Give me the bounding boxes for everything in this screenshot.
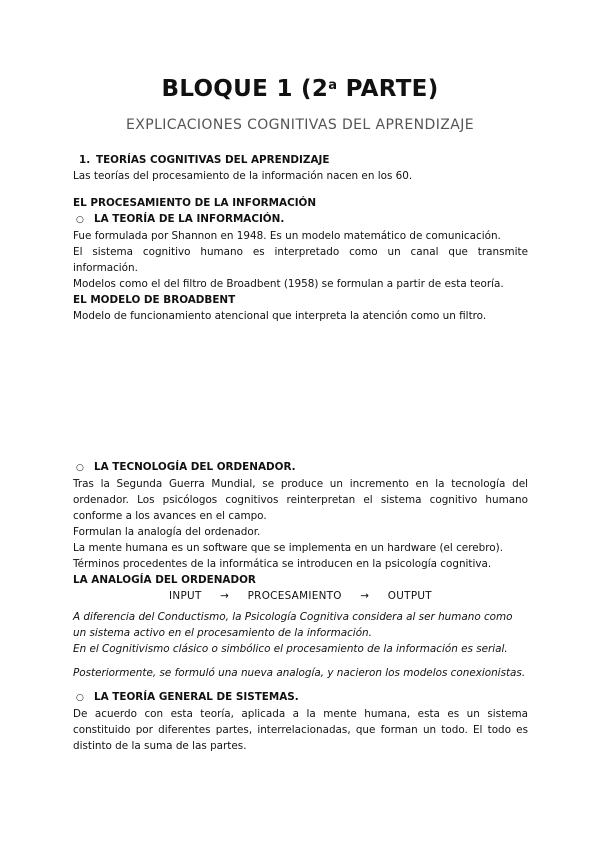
section4-sub-text: LA TEORÍA GENERAL DE SISTEMAS. — [94, 691, 299, 703]
section3-paragraph-4: Términos procedentes de la informática se introducen en la psicología cognitiva. — [73, 558, 492, 570]
section2-subheading — [73, 211, 528, 228]
title-main: BLOQUE 1 (2 — [161, 76, 329, 102]
flow-output: OUTPUT — [387, 590, 432, 602]
right-arrow-icon: → — [360, 590, 370, 602]
section2-paragraph-3: Modelos como el del filtro de Broadbent (1958) se formulan a partir de esta teoría. — [73, 278, 504, 290]
section3-subheading — [73, 459, 528, 476]
section2-paragraph-1: Fue formulada por Shannon en 1948. Es un modelo matemático de comunicación. — [73, 230, 501, 242]
section1-heading — [73, 152, 528, 168]
document-body — [73, 152, 528, 754]
italic-note-1: A diferencia del Conductismo, la Psicología Cognitiva considera al ser humano como un sistema activo en el procesamiento de la información. — [73, 611, 513, 639]
section1-number: 1. — [79, 154, 91, 166]
section2-heading: EL PROCESAMIENTO DE LA INFORMACIÓN — [73, 197, 317, 209]
section2-paragraph-2: El sistema cognitivo humano es interpretado como un canal que transmite información. — [73, 246, 528, 274]
section4-paragraph-1: De acuerdo con esta teoría, aplicada a la mente humana, esta es un sistema constituido por diferentes partes, interrelacionadas, que forman un todo. El todo es distinto de la suma de las partes. — [73, 708, 528, 752]
analogy-heading: LA ANALOGÍA DEL ORDENADOR — [73, 574, 256, 586]
page-subtitle: EXPLICACIONES COGNITIVAS DEL APRENDIZAJE — [125, 117, 474, 133]
section3-paragraph-1: Tras la Segunda Guerra Mundial, se produce un incremento en la tecnología del ordenador. Los psicólogos cognitivos reinterpretan el sistema cognitivo humano conforme a los avances en el campo. — [73, 478, 528, 522]
analogy-flow — [73, 588, 528, 604]
page-title — [0, 76, 600, 102]
flow-input: INPUT — [169, 590, 202, 602]
section4-subheading — [73, 689, 528, 706]
bullet-circle-icon: ○ — [76, 215, 84, 225]
bullet-circle-icon: ○ — [76, 463, 84, 473]
broadbent-text: Modelo de funcionamiento atencional que interpreta la atención como un filtro. — [73, 310, 487, 322]
section1-text: Las teorías del procesamiento de la información nacen en los 60. — [73, 170, 413, 182]
italic-note-2: En el Cognitivismo clásico o simbólico el procesamiento de la información es serial. — [73, 643, 508, 655]
section3-sub-text: LA TECNOLOGÍA DEL ORDENADOR. — [94, 461, 296, 473]
title-end: PARTE) — [337, 76, 439, 102]
section2-sub-text: LA TEORÍA DE LA INFORMACIÓN. — [94, 213, 285, 225]
right-arrow-icon: → — [220, 590, 230, 602]
flow-process: PROCESAMIENTO — [247, 590, 342, 602]
section3-paragraph-3: La mente humana es un software que se implementa en un hardware (el cerebro). — [73, 542, 503, 554]
title-superscript: a — [328, 78, 338, 93]
broadbent-heading: EL MODELO DE BROADBENT — [73, 294, 236, 306]
section3-paragraph-2: Formulan la analogía del ordenador. — [73, 526, 261, 538]
section1-heading-text: TEORÍAS COGNITIVAS DEL APRENDIZAJE — [96, 154, 330, 166]
italic-note-3: Posteriormente, se formuló una nueva analogía, y nacieron los modelos conexionistas. — [73, 667, 526, 679]
bullet-circle-icon: ○ — [76, 693, 84, 703]
